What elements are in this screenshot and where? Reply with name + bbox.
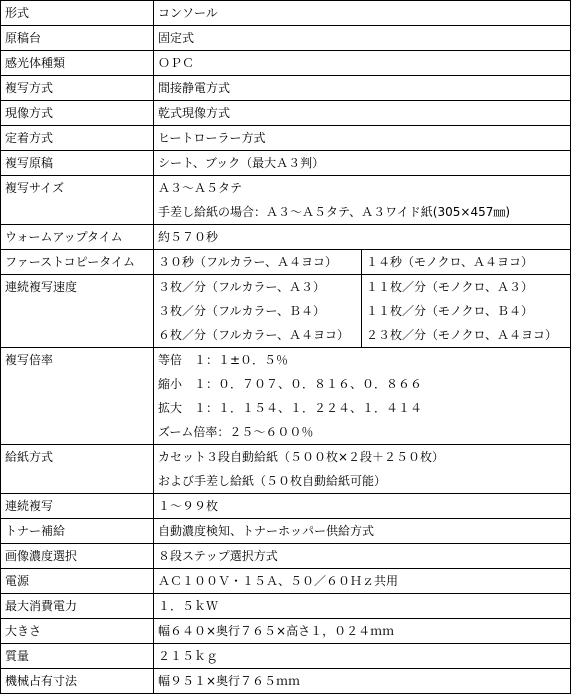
row-power: [1, 569, 571, 594]
label-warmup: ウォームアップタイム: [1, 225, 154, 250]
speed-mono-a3: １１枚／分（モノクロ、Ａ３）: [366, 280, 534, 294]
magnification-reduce: 縮小 １：０．７０７、０．８１６、０．８６６: [158, 377, 423, 391]
label-continuous-copy: 連続複写: [1, 494, 154, 519]
row-max-power: [1, 594, 571, 619]
copy-size-line-1: Ａ３～Ａ５タテ: [158, 181, 243, 195]
magnification-enlarge: 拡大 １：１．１５４、１．２２４、１．４１４: [158, 401, 423, 415]
value-original-table: 固定式: [154, 26, 571, 51]
magnification-zoom: ズーム倍率：２５～６００％: [158, 425, 314, 439]
value-magnification: [154, 348, 571, 445]
label-max-power: 最大消費電力: [1, 594, 154, 619]
value-form: コンソール: [154, 1, 571, 26]
row-form: [1, 1, 571, 26]
label-fixing-method: 定着方式: [1, 126, 154, 151]
label-copy-method: 複写方式: [1, 76, 154, 101]
value-feed: [154, 445, 571, 494]
label-develop-method: 現像方式: [1, 101, 154, 126]
row-size: [1, 619, 571, 644]
row-original: [1, 151, 571, 176]
feed-line-2: および手差し給紙（５０枚自動給紙可能）: [158, 474, 387, 488]
value-footprint: 幅９５１×奥行７６５ｍｍ: [154, 669, 571, 694]
label-original: 複写原稿: [1, 151, 154, 176]
row-continuous-copy: [1, 494, 571, 519]
value-original: シート、ブック（最大Ａ３判）: [154, 151, 571, 176]
value-develop-method: 乾式現像方式: [154, 101, 571, 126]
row-footprint: [1, 669, 571, 694]
value-continuous-speed-color: [154, 275, 362, 348]
label-continuous-speed: 連続複写速度: [1, 275, 154, 348]
feed-line-1: カセット３段自動給紙（５００枚×２段＋２５０枚）: [158, 450, 445, 464]
row-toner: [1, 519, 571, 544]
value-power: ＡＣ１００Ｖ・１５Ａ、５０／６０Ｈｚ共用: [154, 569, 571, 594]
row-feed: [1, 445, 571, 494]
speed-mono-b4: １１枚／分（モノクロ、Ｂ４）: [366, 304, 534, 318]
row-fixing-method: [1, 126, 571, 151]
row-photoreceptor: [1, 51, 571, 76]
value-size: 幅６４０×奥行７６５×高さ１，０２４ｍｍ: [154, 619, 571, 644]
row-copy-size: [1, 176, 571, 225]
speed-mono-a4: ２３枚／分（モノクロ、Ａ４ヨコ）: [366, 328, 558, 342]
label-size: 大きさ: [1, 619, 154, 644]
value-max-power: １．５ｋＷ: [154, 594, 571, 619]
value-photoreceptor: ＯＰＣ: [154, 51, 571, 76]
value-warmup: 約５７０秒: [154, 225, 571, 250]
value-copy-size: [154, 176, 571, 225]
label-form: 形式: [1, 1, 154, 26]
row-magnification: [1, 348, 571, 445]
row-first-copy: [1, 250, 571, 275]
row-mass: [1, 644, 571, 669]
row-warmup: [1, 225, 571, 250]
row-develop-method: [1, 101, 571, 126]
label-photoreceptor: 感光体種類: [1, 51, 154, 76]
value-copy-method: 間接静電方式: [154, 76, 571, 101]
value-first-copy-mono: １４秒（モノクロ、Ａ４ヨコ）: [362, 250, 571, 275]
magnification-equal: 等倍 １：１±０．５％: [158, 353, 289, 367]
label-toner: トナー補給: [1, 519, 154, 544]
copy-size-line-2: 手差し給紙の場合：Ａ３～Ａ５タテ、Ａ３ワイド紙(305×457㎜): [158, 205, 511, 219]
row-original-table: [1, 26, 571, 51]
row-density: [1, 544, 571, 569]
value-continuous-copy: １～９９枚: [154, 494, 571, 519]
label-original-table: 原稿台: [1, 26, 154, 51]
label-magnification: 複写倍率: [1, 348, 154, 445]
value-fixing-method: ヒートローラー方式: [154, 126, 571, 151]
label-feed: 給紙方式: [1, 445, 154, 494]
row-copy-method: [1, 76, 571, 101]
label-first-copy: ファーストコピータイム: [1, 250, 154, 275]
label-copy-size: 複写サイズ: [1, 176, 154, 225]
label-density: 画像濃度選択: [1, 544, 154, 569]
value-density: ８段ステップ選択方式: [154, 544, 571, 569]
speed-color-b4: ３枚／分（フルカラー、Ｂ４）: [158, 304, 326, 318]
row-continuous-speed: [1, 275, 571, 348]
value-mass: ２１５ｋｇ: [154, 644, 571, 669]
speed-color-a4: ６枚／分（フルカラー、Ａ４ヨコ）: [158, 328, 350, 342]
value-toner: 自動濃度検知、トナーホッパー供給方式: [154, 519, 571, 544]
label-mass: 質量: [1, 644, 154, 669]
value-first-copy-color: ３０秒（フルカラー、Ａ４ヨコ）: [154, 250, 362, 275]
label-power: 電源: [1, 569, 154, 594]
speed-color-a3: ３枚／分（フルカラー、Ａ３）: [158, 280, 326, 294]
label-footprint: 機械占有寸法: [1, 669, 154, 694]
value-continuous-speed-mono: [362, 275, 571, 348]
